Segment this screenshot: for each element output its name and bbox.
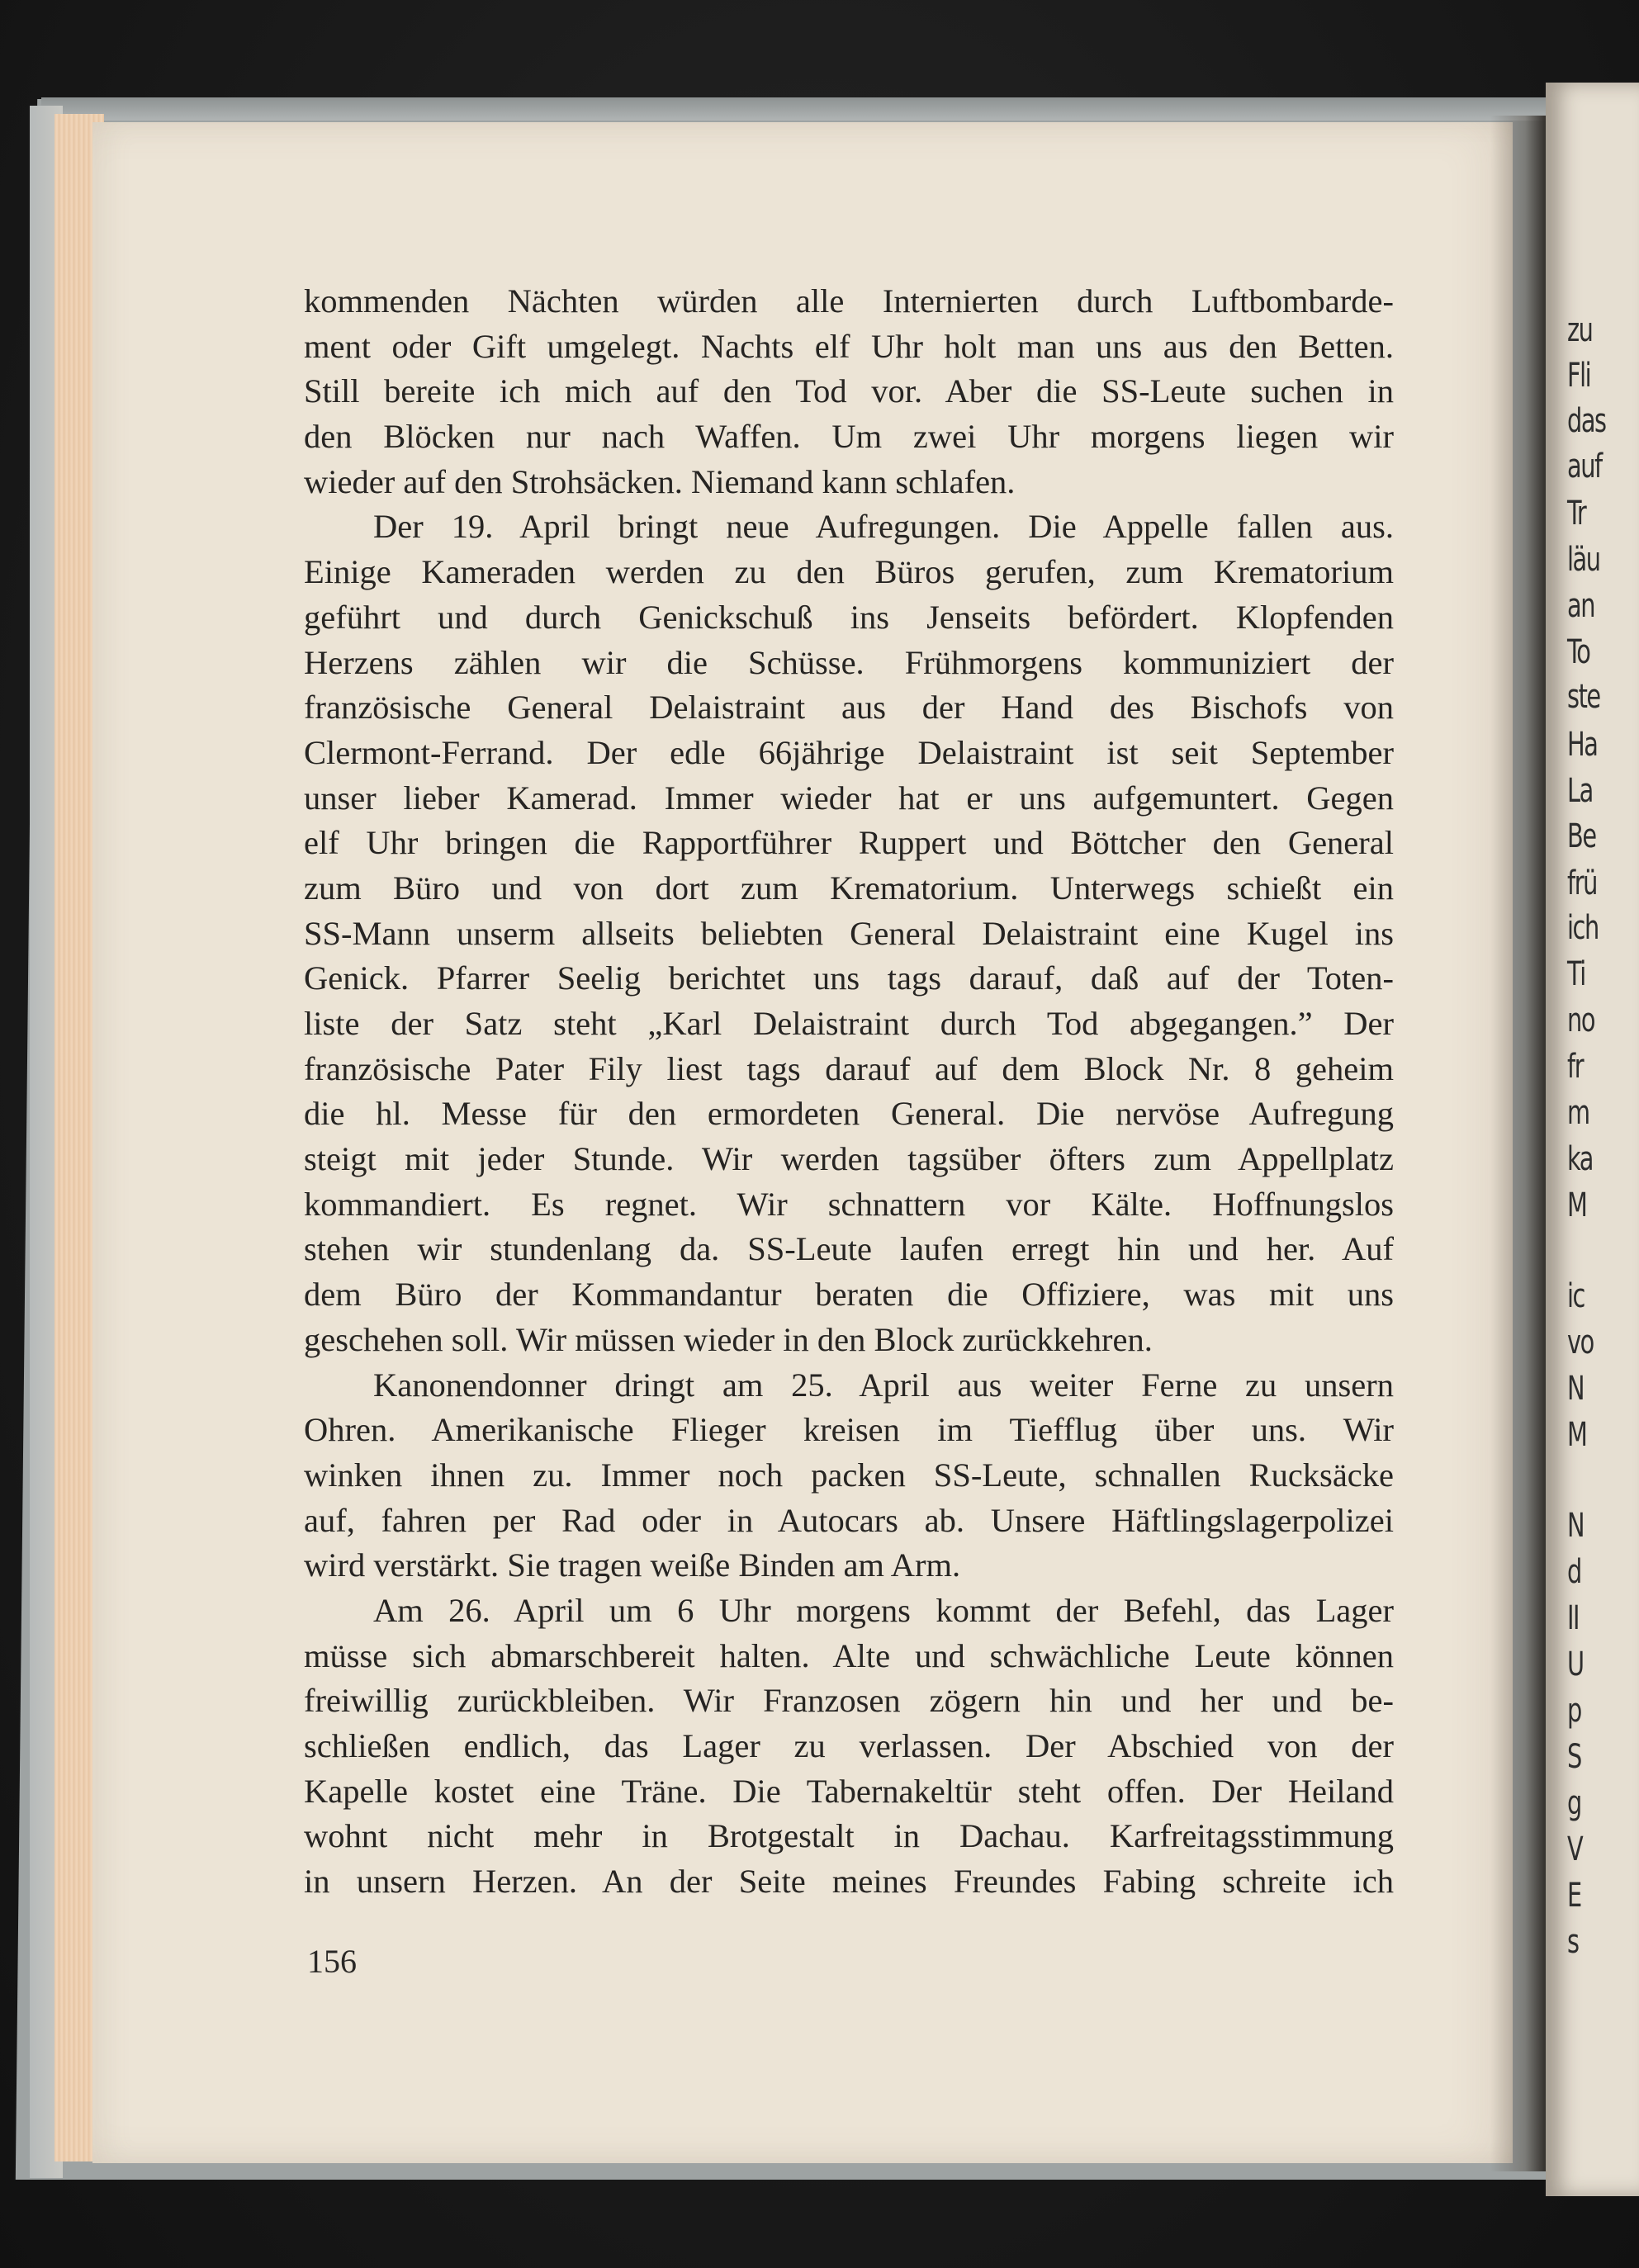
text-line: liste der Satz steht „Karl Delaistraint durch Tod abgegangen.” Der	[304, 1005, 1394, 1042]
gutter-shadow	[1490, 116, 1548, 2171]
text-line: ment oder Gift umgelegt. Nachts elf Uhr holt man uns aus den Betten.	[304, 327, 1394, 365]
facing-page-fragment: s	[1567, 1923, 1579, 1961]
facing-page-fragment: läu	[1567, 541, 1600, 579]
text-line: winken ihnen zu. Immer noch packen SS-Leute, schnallen Rucksäcke	[304, 1456, 1394, 1494]
facing-page-fragment: vo	[1567, 1323, 1594, 1361]
facing-page-fragment: M	[1567, 1186, 1587, 1224]
text-line: französische Pater Fily liest tags darauf auf dem Block Nr. 8 geheim	[304, 1049, 1394, 1087]
facing-page-fragment: zu	[1567, 311, 1593, 349]
text-line: schließen endlich, das Lager zu verlassen. Der Abschied von der	[304, 1727, 1394, 1764]
facing-page-fragment: p	[1567, 1692, 1581, 1730]
facing-page-fragment: fr	[1567, 1048, 1584, 1086]
text-line: Clermont-Ferrand. Der edle 66jährige Delaistraint ist seit September	[304, 733, 1394, 771]
text-line: geführt und durch Genickschuß ins Jenseits befördert. Klopfenden	[304, 598, 1394, 636]
text-line: wird verstärkt. Sie tragen weiße Binden am Arm.	[304, 1546, 961, 1584]
text-line: SS-Mann unserm allseits beliebten General Delaistraint eine Kugel ins	[304, 914, 1394, 952]
facing-page-fragment: V	[1567, 1830, 1583, 1868]
facing-page-fragment: g	[1567, 1784, 1581, 1822]
facing-page-fragment: auf	[1567, 447, 1602, 485]
text-line: Genick. Pfarrer Seelig berichtet uns tags darauf, daß auf der Toten-	[304, 959, 1394, 997]
facing-page-fragment: S	[1567, 1738, 1581, 1776]
text-line: die hl. Messe für den ermordeten General. Die nervöse Aufregung	[304, 1095, 1394, 1133]
facing-page-fragment: das	[1567, 402, 1606, 440]
text-line: freiwillig zurückbleiben. Wir Franzosen zögern hin und her und be-	[304, 1682, 1394, 1720]
facing-page-fragment: ste	[1567, 678, 1600, 716]
text-line: Kanonendonner dringt am 25. April aus weiter Ferne zu unsern	[373, 1366, 1394, 1404]
facing-page-fragment: Ha	[1567, 726, 1598, 764]
text-line: Einige Kameraden werden zu den Büros gerufen, zum Krematorium	[304, 553, 1394, 591]
text-line: wohnt nicht mehr in Brotgestalt in Dachau. Karfreitagsstimmung	[304, 1817, 1394, 1855]
facing-page-fragment: To	[1567, 633, 1590, 671]
text-line: den Blöcken nur nach Waffen. Um zwei Uhr morgens liegen wir	[304, 418, 1394, 456]
facing-page-fragment: Ti	[1567, 955, 1585, 993]
text-line: dem Büro der Kommandantur beraten die Offiziere, was mit uns	[304, 1276, 1394, 1314]
facing-page-fragment: Tr	[1567, 495, 1586, 533]
facing-page-fragment: Fli	[1567, 357, 1591, 395]
text-line: Der 19. April bringt neue Aufregungen. Die Appelle fallen aus.	[373, 508, 1394, 546]
text-line: zum Büro und von dort zum Krematorium. Unterwegs schießt ein	[304, 869, 1394, 907]
text-line: Ohren. Amerikanische Flieger kreisen im Tiefflug über uns. Wir	[304, 1411, 1394, 1449]
text-line: steigt mit jeder Stunde. Wir werden tagsüber öfters zum Appellplatz	[304, 1140, 1394, 1178]
text-line: geschehen soll. Wir müssen wieder in den Block zurückkehren.	[304, 1320, 1153, 1358]
facing-page-fragment: ka	[1567, 1140, 1593, 1178]
facing-page-fragment: U	[1567, 1645, 1584, 1683]
text-line: elf Uhr bringen die Rapportführer Ruppert und Böttcher den General	[304, 824, 1394, 862]
book-top-edge	[41, 97, 1552, 121]
facing-page-fragment: II	[1567, 1599, 1580, 1637]
facing-page-fragment: N	[1567, 1507, 1585, 1545]
facing-page-fragment: N	[1567, 1370, 1585, 1408]
facing-page-fragment: ic	[1567, 1277, 1585, 1315]
page-text	[304, 279, 1394, 1905]
facing-page-fragment: M	[1567, 1416, 1587, 1454]
text-line: wieder auf den Strohsäcken. Niemand kann schlafen.	[304, 462, 1016, 500]
text-line: Am 26. April um 6 Uhr morgens kommt der Befehl, das Lager	[373, 1591, 1394, 1629]
text-line: müsse sich abmarschbereit halten. Alte und schwächliche Leute können	[304, 1636, 1394, 1674]
facing-page-fragment: an	[1567, 587, 1595, 625]
text-line: kommandiert. Es regnet. Wir schnattern vor Kälte. Hoffnungslos	[304, 1185, 1394, 1223]
facing-page-fragment: d	[1567, 1553, 1581, 1591]
page-number: 156	[307, 1943, 357, 1980]
facing-page-fragment: La	[1567, 772, 1593, 810]
facing-page	[1546, 83, 1639, 2196]
text-line: Still bereite ich mich auf den Tod vor. Aber die SS-Leute suchen in	[304, 372, 1394, 410]
text-line: kommenden Nächten würden alle Internierten durch Luftbombarde-	[304, 282, 1394, 320]
facing-page-fragment: E	[1567, 1877, 1581, 1915]
text-line: unser lieber Kamerad. Immer wieder hat er uns aufgemuntert. Gegen	[304, 779, 1394, 817]
text-line: Herzens zählen wir die Schüsse. Frühmorgens kommuniziert der	[304, 643, 1394, 681]
text-line: französische General Delaistraint aus der Hand des Bischofs von	[304, 689, 1394, 727]
text-line: in unsern Herzen. An der Seite meines Freundes Fabing schreite ich	[304, 1863, 1394, 1901]
text-line: Kapelle kostet eine Träne. Die Tabernakeltür steht offen. Der Heiland	[304, 1772, 1394, 1810]
text-line: stehen wir stundenlang da. SS-Leute laufen erregt hin und her. Auf	[304, 1230, 1394, 1268]
facing-page-fragment: ich	[1567, 909, 1599, 947]
facing-page-fragment: Be	[1567, 817, 1596, 855]
facing-page-fragment: m	[1567, 1094, 1589, 1132]
text-line: auf, fahren per Rad oder in Autocars ab. Unsere Häftlingslagerpolizei	[304, 1501, 1394, 1539]
facing-page-fragment: no	[1567, 1001, 1594, 1039]
facing-page-fragment: frü	[1567, 864, 1597, 902]
